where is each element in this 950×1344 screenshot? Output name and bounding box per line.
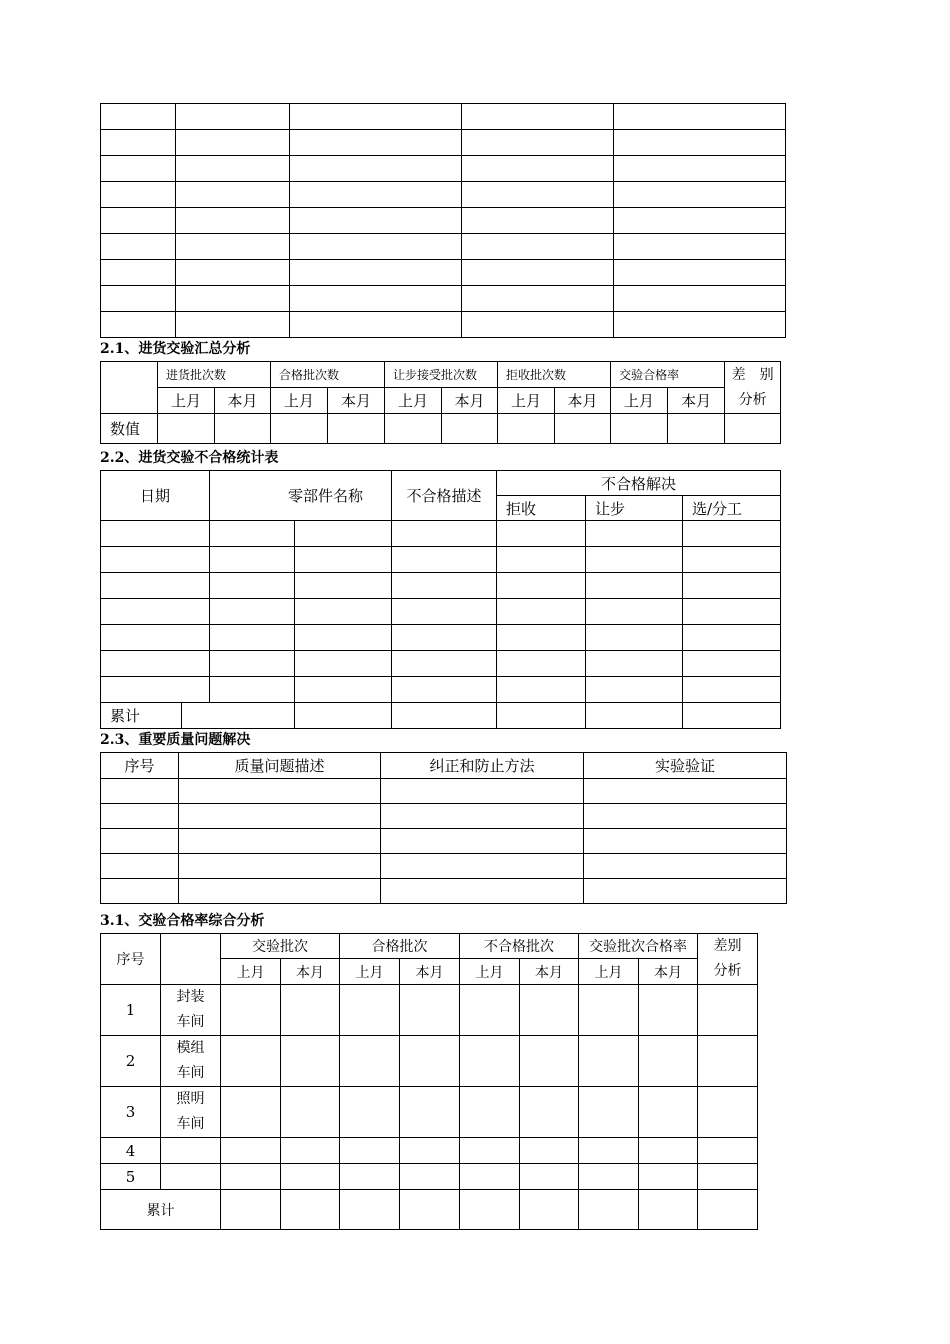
table-header-row bbox=[101, 934, 758, 959]
label-last-month: 上月 bbox=[579, 959, 639, 985]
label-this-month: 本月 bbox=[281, 959, 340, 985]
header-diff-analysis: 差别 分析 bbox=[698, 934, 758, 985]
row-workshop: 模组 车间 bbox=[161, 1036, 221, 1087]
table-row bbox=[101, 625, 781, 651]
header-fail-batches: 不合格批次 bbox=[460, 934, 579, 959]
row-no: 1 bbox=[101, 985, 161, 1036]
table-subheader-row bbox=[101, 388, 781, 414]
table-row bbox=[101, 1138, 758, 1164]
header-date: 日期 bbox=[101, 471, 210, 521]
table-header-row bbox=[101, 471, 781, 496]
row-label-total: 累计 bbox=[101, 1190, 221, 1230]
header-nonconformity-desc: 不合格描述 bbox=[392, 471, 497, 521]
header-nonconformity-handling: 不合格解决 bbox=[497, 471, 781, 496]
table-header-row bbox=[101, 362, 781, 388]
table-row bbox=[101, 651, 781, 677]
table-row bbox=[101, 104, 786, 130]
header-incoming-batches: 进货批次数 bbox=[158, 362, 271, 388]
label-last-month: 上月 bbox=[340, 959, 400, 985]
label-last-month: 上月 bbox=[460, 959, 520, 985]
row-no: 3 bbox=[101, 1087, 161, 1138]
label-this-month: 本月 bbox=[520, 959, 579, 985]
header-test-verify: 实验验证 bbox=[584, 753, 787, 779]
label-this-month: 本月 bbox=[668, 388, 725, 414]
header-pass-rate: 交验批次合格率 bbox=[579, 934, 698, 959]
row-workshop: 封装 车间 bbox=[161, 985, 221, 1036]
row-label-value: 数值 bbox=[101, 414, 158, 444]
table-row bbox=[101, 829, 787, 854]
table-row bbox=[101, 260, 786, 286]
table-row bbox=[101, 677, 781, 703]
header-concession-batches: 让步接受批次数 bbox=[385, 362, 498, 388]
header-diff-analysis: 差 别 分析 bbox=[725, 362, 781, 414]
header-sorting: 选/分工 bbox=[683, 496, 781, 521]
table-row bbox=[101, 879, 787, 904]
label-last-month: 上月 bbox=[271, 388, 328, 414]
row-workshop: 照明 车间 bbox=[161, 1087, 221, 1138]
header-inspection-batches: 交验批次 bbox=[221, 934, 340, 959]
header-no: 序号 bbox=[101, 753, 179, 779]
table-row bbox=[101, 1087, 758, 1138]
section-title-2-3: 2.3、重要质量问题解决 bbox=[100, 732, 251, 748]
table-row bbox=[101, 208, 786, 234]
header-part-name: 零部件名称 bbox=[210, 471, 392, 521]
row-no: 4 bbox=[101, 1138, 161, 1164]
header-reject: 拒收 bbox=[497, 496, 586, 521]
table-row bbox=[101, 804, 787, 829]
top-blank-table bbox=[100, 103, 786, 338]
table-row-total bbox=[101, 703, 781, 729]
table-row-total bbox=[101, 1190, 758, 1230]
header-corrective-method: 纠正和防止方法 bbox=[381, 753, 584, 779]
header-issue-desc: 质量问题描述 bbox=[179, 753, 381, 779]
table-row bbox=[101, 234, 786, 260]
table-row bbox=[101, 286, 786, 312]
table-row bbox=[101, 573, 781, 599]
header-pass-batches: 合格批次 bbox=[340, 934, 460, 959]
label-last-month: 上月 bbox=[158, 388, 215, 414]
label-this-month: 本月 bbox=[442, 388, 498, 414]
table-row bbox=[101, 1036, 758, 1087]
label-last-month: 上月 bbox=[221, 959, 281, 985]
header-no: 序号 bbox=[101, 934, 161, 985]
nonconformity-table-body bbox=[100, 520, 781, 729]
incoming-summary-table bbox=[100, 361, 781, 444]
table-row bbox=[101, 312, 786, 338]
pass-rate-table bbox=[100, 933, 758, 1230]
table-row bbox=[101, 414, 781, 444]
table-row bbox=[101, 854, 787, 879]
table-row bbox=[101, 547, 781, 573]
header-reject-batches: 拒收批次数 bbox=[498, 362, 611, 388]
table-row bbox=[101, 182, 786, 208]
row-no: 2 bbox=[101, 1036, 161, 1087]
label-this-month: 本月 bbox=[639, 959, 698, 985]
row-no: 5 bbox=[101, 1164, 161, 1190]
table-row bbox=[101, 130, 786, 156]
nonconformity-table bbox=[100, 470, 781, 521]
label-last-month: 上月 bbox=[498, 388, 555, 414]
section-title-3-1: 3.1、交验合格率综合分析 bbox=[100, 913, 265, 929]
quality-issue-table bbox=[100, 752, 787, 904]
table-row bbox=[101, 156, 786, 182]
label-last-month: 上月 bbox=[385, 388, 442, 414]
label-this-month: 本月 bbox=[400, 959, 460, 985]
table-row bbox=[101, 599, 781, 625]
label-this-month: 本月 bbox=[555, 388, 611, 414]
table-row bbox=[101, 1164, 758, 1190]
table-header-row bbox=[101, 753, 787, 779]
section-title-2-1: 2.1、进货交验汇总分析 bbox=[100, 341, 251, 357]
table-row bbox=[101, 779, 787, 804]
header-pass-rate: 交验合格率 bbox=[611, 362, 725, 388]
header-pass-batches: 合格批次数 bbox=[271, 362, 385, 388]
label-this-month: 本月 bbox=[215, 388, 271, 414]
table-row bbox=[101, 521, 781, 547]
table-row bbox=[101, 985, 758, 1036]
header-concession: 让步 bbox=[586, 496, 683, 521]
section-title-2-2: 2.2、进货交验不合格统计表 bbox=[100, 450, 279, 466]
row-label-total: 累计 bbox=[101, 703, 182, 729]
label-last-month: 上月 bbox=[611, 388, 668, 414]
label-this-month: 本月 bbox=[328, 388, 385, 414]
